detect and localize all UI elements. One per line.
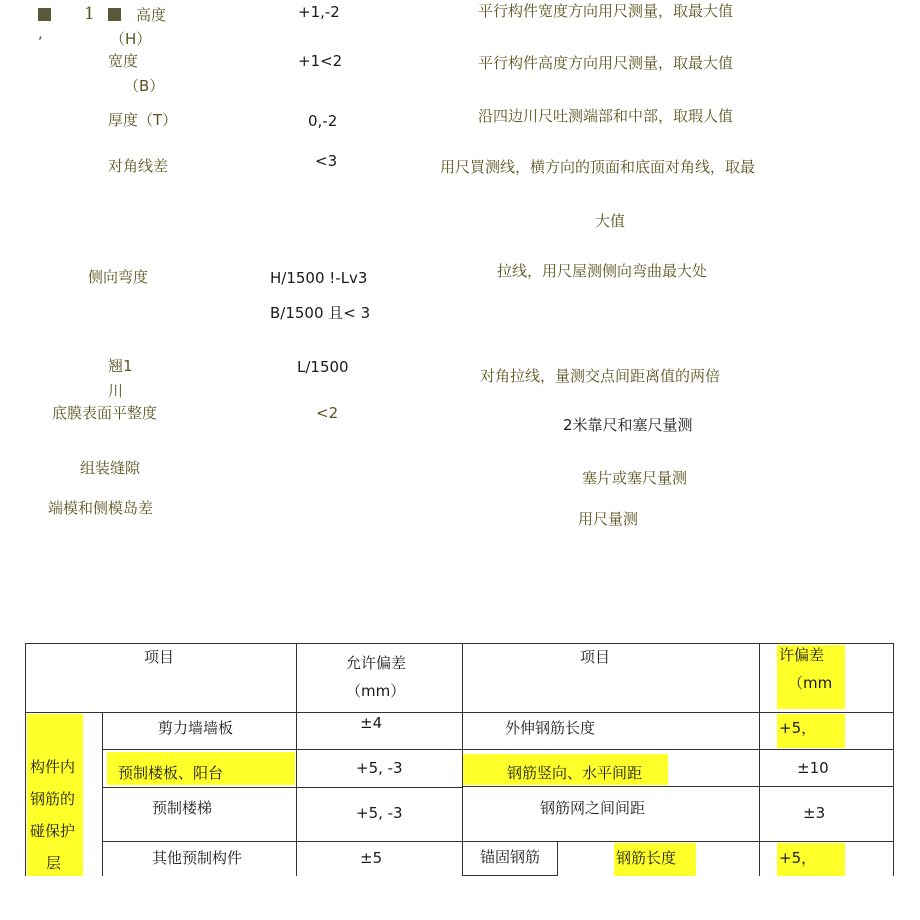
method-diagonal: 用尺買测线，横方向的顶面和底面对角线，取最 — [440, 158, 756, 176]
item-width-sub: （B） — [124, 77, 165, 95]
table-item2-rebar-length: 外伸钢筋长度 — [505, 719, 596, 737]
marker-number: 1 — [84, 4, 95, 24]
header-item-1: 项目 — [144, 648, 175, 666]
item-warp: 翘1 — [108, 357, 133, 375]
item-warp-sub: 川 — [108, 382, 124, 400]
row-line-3-left — [102, 841, 463, 842]
row-line-2-right — [462, 786, 894, 787]
anchor-bottom-line — [462, 875, 558, 876]
table-tol2-spacing: ±10 — [797, 759, 829, 777]
item-height: 高度 — [136, 6, 167, 24]
table-tol-shearwall: ±4 — [360, 714, 383, 732]
item-flatness: 底膜表面平整度 — [52, 404, 158, 422]
item-lateral-bend: 侧向弯度 — [88, 268, 149, 286]
row-line-3-right — [462, 841, 894, 842]
table-item-stair: 预制楼梯 — [152, 799, 213, 817]
header-tol-2-line2: （mm — [788, 674, 833, 692]
header-tol-1-line2: （mm） — [346, 682, 406, 700]
row-line-1-left — [102, 749, 463, 750]
tol-thickness: 0,-2 — [308, 112, 338, 130]
tol-height: +1,-2 — [298, 3, 340, 21]
method-warp: 对角拉线，量测交点间距离值的两倍 — [480, 367, 721, 385]
marker-quote: , — [38, 24, 43, 42]
tol-warp: L/1500 — [297, 358, 349, 376]
group-label-line-1: 构件内 — [30, 758, 76, 776]
table-item-other: 其他预制构件 — [152, 849, 243, 867]
table-tol-other: ±5 — [360, 849, 383, 867]
table-tol2-mesh-spacing: ±3 — [803, 804, 826, 822]
row-line-1-right — [462, 749, 894, 750]
item-step: 端模和侧模岛差 — [48, 499, 154, 517]
method-lateral-bend: 拉线，用尺屋测侧向弯曲最大处 — [497, 262, 708, 280]
item-gap: 组装缝隙 — [80, 459, 141, 477]
item-diagonal: 对角线差 — [108, 157, 169, 175]
header-tol-1-line1: 允许偏差 — [346, 654, 407, 672]
group-label-line-3: 碰保护 — [30, 822, 76, 840]
method-width: 平行构件高度方向用尺测量，取最大值 — [478, 54, 734, 72]
row-line-2-left — [102, 787, 463, 788]
header-item-2: 项目 — [580, 648, 611, 666]
method-thickness: 沿四边川尺吐测端部和中部，取瑕人值 — [478, 107, 734, 125]
table-item2-spacing: 钢筋竖向、水平间距 — [507, 764, 643, 782]
table-header-bottom — [25, 712, 894, 713]
tol-diagonal: <3 — [315, 152, 338, 170]
marker-square-2 — [108, 8, 121, 21]
tol-flatness: <2 — [316, 404, 339, 422]
tol-lateral-bend-1: H/1500 !-Lv3 — [270, 269, 368, 287]
header-tol-2-line1: 许偏差 — [779, 646, 825, 664]
table-item-slab: 预制楼板、阳台 — [118, 764, 224, 782]
table-group-line — [102, 712, 103, 876]
tol-lateral-bend-2: B/1500 且< 3 — [270, 304, 371, 322]
method-height: 平行构件宽度方向用尺测量，取最大值 — [478, 2, 734, 20]
table-tol2-anchor-length: +5， — [779, 849, 817, 867]
table-item2-anchor: 锚固钢筋 — [480, 848, 541, 866]
item-height-sub: （H） — [110, 30, 152, 48]
anchor-sub-line — [557, 841, 558, 876]
method-flatness: 2米靠尺和塞尺量测 — [563, 416, 693, 434]
item-thickness: 厚度（T） — [108, 111, 178, 129]
table-border-top — [25, 643, 894, 644]
method-step: 用尺量测 — [578, 510, 639, 528]
table-border-left — [25, 643, 26, 876]
group-label-line-4: 层 — [46, 854, 62, 872]
table-item2-anchor-length: 钢筋长度 — [616, 849, 677, 867]
group-label-line-2: 钢筋的 — [30, 790, 76, 808]
method-diagonal-cont: 大值 — [595, 212, 626, 230]
tol-width: +1<2 — [298, 52, 343, 70]
table-item-shearwall: 剪力墙墙板 — [158, 719, 234, 737]
table-tol-stair: +5, -3 — [356, 804, 403, 822]
item-width: 宽度 — [108, 52, 139, 70]
method-gap: 塞片或塞尺量测 — [582, 469, 688, 487]
table-item2-mesh-spacing: 钢筋网之间间距 — [540, 799, 646, 817]
table-tol2-rebar-length: +5， — [779, 719, 817, 737]
table-tol-slab: +5, -3 — [356, 759, 403, 777]
marker-square-1 — [38, 8, 51, 21]
